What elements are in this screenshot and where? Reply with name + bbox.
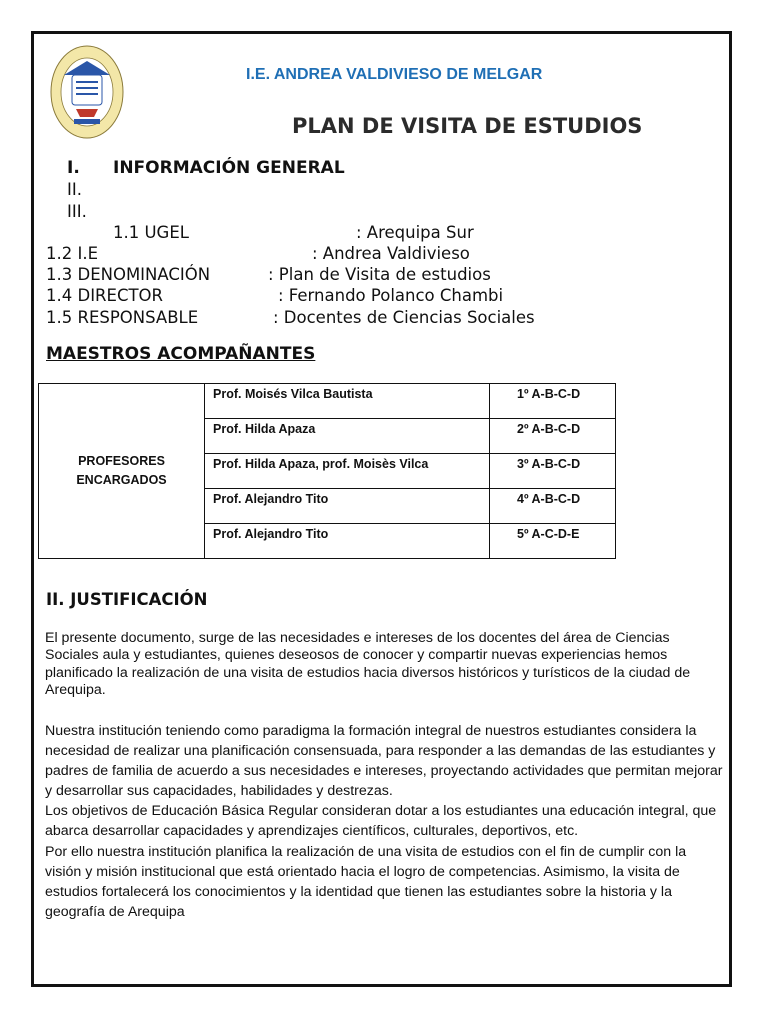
paragraph-1: El presente documento, surge de las necesidades e intereses de los docentes del área de Ciencias Sociales aula y estudiantes, quienes deseosos de conocer y compartir nuevas experiencias hemos planificado la realización de una visita de estudios hacia diversos históricos y turísticos de la ciudad de Arequipa. xyxy=(45,630,691,698)
info-label-director: 1.4 DIRECTOR xyxy=(46,286,163,305)
info-value-director: : Fernando Polanco Chambi xyxy=(278,286,504,305)
list-marker: III. xyxy=(67,202,87,221)
teacher-grades: 2º A-B-C-D xyxy=(490,419,616,454)
role-cell xyxy=(39,384,205,559)
school-name: I.E. ANDREA VALDIVIESO DE MELGAR xyxy=(246,66,543,83)
section2-heading: II. JUSTIFICACIÓN xyxy=(46,590,208,609)
info-label-ugel: 1.1 UGEL xyxy=(113,223,189,242)
role-label: PROFESORES ENCARGADOS xyxy=(76,454,167,487)
school-seal-icon xyxy=(50,45,124,139)
list-marker: II. xyxy=(67,180,82,199)
info-label-denominacion: 1.3 DENOMINACIÓN xyxy=(46,265,211,284)
paragraph-4: Por ello nuestra institución planifica la realización de una visita de estudios con el fin de cumplir con la visión y misión institucional que está orientado hacia el logro de competencias. Asimismo, la visita de estudios fortalecerá los conocimientos y la identidad que tienen las estudiantes sobre la historia y la geografía de Arequipa xyxy=(45,843,687,920)
teachers-table xyxy=(38,383,616,559)
table-row xyxy=(39,384,616,419)
teacher-grades: 3º A-B-C-D xyxy=(490,454,616,489)
info-value-ugel: : Arequipa Sur xyxy=(356,223,474,242)
paragraph-3: Los objetivos de Educación Básica Regular consideran dotar a los estudiantes una educación integral, que abarca desarrollar capacidades y aprendizajes científicos, culturales, deportivos, etc. xyxy=(45,803,717,840)
teacher-grades: 4º A-B-C-D xyxy=(490,489,616,524)
info-value-denominacion: : Plan de Visita de estudios xyxy=(268,265,491,284)
teachers-heading: MAESTROS ACOMPAÑANTES xyxy=(46,344,316,364)
section1-number: I. xyxy=(67,158,80,178)
info-value-ie: : Andrea Valdivieso xyxy=(312,244,470,263)
teacher-name: Prof. Hilda Apaza, prof. Moisès Vilca xyxy=(205,454,490,489)
teacher-name: Prof. Moisés Vilca Bautista xyxy=(205,384,490,419)
teacher-grades: 1º A-B-C-D xyxy=(490,384,616,419)
paragraph-group xyxy=(45,721,725,922)
teacher-name: Prof. Alejandro Tito xyxy=(205,489,490,524)
teacher-name: Prof. Alejandro Tito xyxy=(205,524,490,559)
teacher-grades: 5º A-C-D-E xyxy=(490,524,616,559)
info-value-responsable: : Docentes de Ciencias Sociales xyxy=(273,308,535,327)
info-label-ie: 1.2 I.E xyxy=(46,244,99,263)
section1-heading: INFORMACIÓN GENERAL xyxy=(113,158,345,178)
info-label-responsable: 1.5 RESPONSABLE xyxy=(46,308,199,327)
paragraph-2: Nuestra institución teniendo como paradigma la formación integral de nuestros estudiantes considera la necesidad de realizar una planificación consensuada, para responder a las demandas de las estudiantes y padres de familia de acuerdo a sus necesidades e intereses, proyectando actividades que permitan mejorar y desarrollar sus capacidades, habilidades y destrezas. xyxy=(45,723,723,800)
teacher-name: Prof. Hilda Apaza xyxy=(205,419,490,454)
document-title: PLAN DE VISITA DE ESTUDIOS xyxy=(292,114,643,138)
